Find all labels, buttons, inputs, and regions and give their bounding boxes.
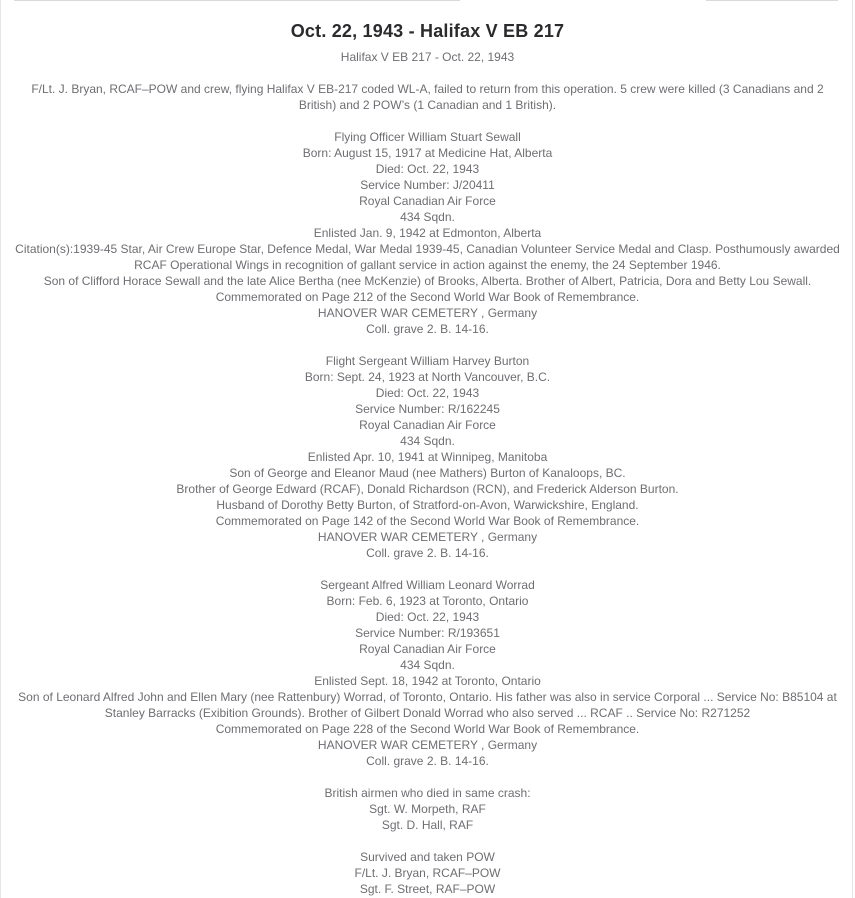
section-line: Died: Oct. 22, 1943: [375, 162, 480, 176]
section-pow-survivors: [0, 849, 855, 897]
section-line: F/Lt. J. Bryan, RCAF–POW: [354, 866, 501, 880]
section-sewall: [0, 129, 855, 337]
section-line: Service Number: R/162245: [355, 402, 500, 416]
intro-paragraph: F/Lt. J. Bryan, RCAF–POW and crew, flying Halifax V EB-217 coded WL-A, failed to return from this operation. 5 crew were killed (3 Canadians and 2 British) and 2 POW’s (1 Canadian and 1 British).: [31, 82, 824, 112]
section-line: 434 Sqdn.: [400, 658, 455, 672]
section-line: Brother of George Edward (RCAF), Donald Richardson (RCN), and Frederick Alderson Burton.: [176, 482, 679, 496]
section-line: Born: Feb. 6, 1923 at Toronto, Ontario: [326, 594, 529, 608]
section-line: Died: Oct. 22, 1943: [375, 610, 480, 624]
section-line: HANOVER WAR CEMETERY , Germany: [317, 738, 538, 752]
section-line: Sgt. F. Street, RAF–POW: [359, 882, 496, 896]
top-divider-right: [706, 0, 838, 1]
section-worrad: [0, 577, 855, 769]
section-line: Coll. grave 2. B. 14-16.: [366, 322, 489, 336]
section-line: Service Number: J/20411: [360, 178, 495, 192]
section-line: Son of Clifford Horace Sewall and the late Alice Bertha (nee McKenzie) of Brooks, Alberta. Brother of Albert, Patricia, Dora and Betty Lou Sewall.: [43, 274, 812, 288]
section-line: Sgt. D. Hall, RAF: [381, 818, 474, 832]
page-title: Oct. 22, 1943 - Halifax V EB 217: [290, 21, 565, 41]
section-line: Enlisted Sept. 18, 1942 at Toronto, Ontario: [314, 674, 541, 688]
section-line: Flight Sergeant William Harvey Burton: [325, 354, 530, 368]
section-line: Royal Canadian Air Force: [359, 418, 496, 432]
section-british-airmen: [0, 785, 855, 833]
section-line: Survived and taken POW: [360, 850, 495, 864]
memorial-sections: [0, 129, 855, 897]
section-line: British airmen who died in same crash:: [324, 786, 531, 800]
section-line: Commemorated on Page 228 of the Second World War Book of Remembrance.: [215, 722, 640, 736]
section-line: Born: Sept. 24, 1923 at North Vancouver, B.C.: [304, 370, 551, 384]
section-line: 434 Sqdn.: [400, 210, 455, 224]
section-line: Flying Officer William Stuart Sewall: [334, 130, 521, 144]
section-burton: [0, 353, 855, 561]
section-line: Citation(s):1939-45 Star, Air Crew Europe Star, Defence Medal, War Medal 1939-45, Canadian Volunteer Service Medal and Clasp. Posthumously awarded RCAF Operational Wings in recognition of gallant service in action against the enemy, the 24 September 1946.: [15, 242, 840, 272]
section-line: Enlisted Jan. 9, 1942 at Edmonton, Alberta: [313, 226, 542, 240]
section-line: Born: August 15, 1917 at Medicine Hat, Alberta: [302, 146, 553, 160]
section-line: Service Number: R/193651: [355, 626, 500, 640]
section-line: HANOVER WAR CEMETERY , Germany: [317, 530, 538, 544]
section-line: Coll. grave 2. B. 14-16.: [366, 754, 489, 768]
section-line: Sergeant Alfred William Leonard Worrad: [320, 578, 535, 592]
section-line: Commemorated on Page 212 of the Second World War Book of Remembrance.: [215, 290, 640, 304]
top-divider-left: [14, 0, 460, 1]
section-line: Royal Canadian Air Force: [359, 642, 496, 656]
article-content: [0, 18, 855, 897]
section-line: Husband of Dorothy Betty Burton, of Stratford-on-Avon, Warwickshire, England.: [216, 498, 639, 512]
section-line: Son of George and Eleanor Maud (nee Mathers) Burton of Kanaloops, BC.: [229, 466, 626, 480]
section-line: Royal Canadian Air Force: [359, 194, 496, 208]
section-line: Died: Oct. 22, 1943: [375, 386, 480, 400]
section-line: Sgt. W. Morpeth, RAF: [369, 802, 486, 816]
section-line: Enlisted Apr. 10, 1941 at Winnipeg, Manitoba: [307, 450, 548, 464]
section-line: HANOVER WAR CEMETERY , Germany: [317, 306, 538, 320]
section-line: 434 Sqdn.: [400, 434, 455, 448]
page-subtitle: Halifax V EB 217 - Oct. 22, 1943: [340, 50, 515, 64]
section-line: Coll. grave 2. B. 14-16.: [366, 546, 489, 560]
section-line: Commemorated on Page 142 of the Second World War Book of Remembrance.: [215, 514, 640, 528]
section-line: Son of Leonard Alfred John and Ellen Mary (nee Rattenbury) Worrad, of Toronto, Ontario. His father was also in service Corporal ... Service No: B85104 at Stanley Barracks (Exibition Grounds). Brother of Gilbert Donald Worrad who also served ... RCAF .. Service No: R271252: [18, 690, 837, 720]
